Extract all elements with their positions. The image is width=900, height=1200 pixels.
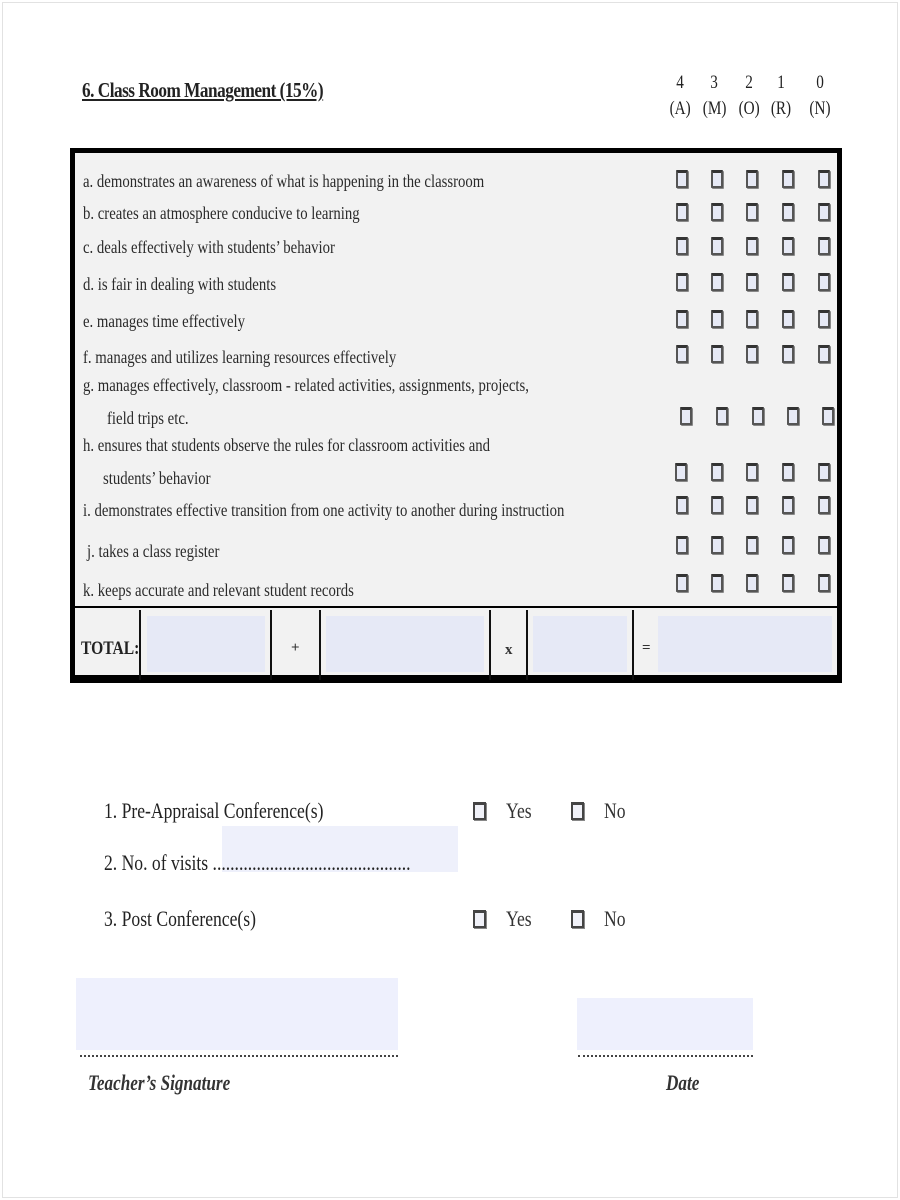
pre-appraisal-no-checkbox[interactable] — [571, 802, 584, 820]
teacher-signature-label: Teacher’s Signature — [88, 1070, 231, 1095]
checkbox-a-1[interactable] — [782, 170, 794, 188]
checkbox-b-3[interactable] — [711, 203, 723, 221]
checkbox-h-4[interactable] — [675, 463, 687, 481]
post-conference-yes-checkbox[interactable] — [473, 910, 486, 928]
times-cell — [491, 610, 528, 680]
criterion-h-cont: students’ behavior — [103, 468, 211, 488]
scale-header-0 — [806, 72, 834, 120]
criterion-a: a. demonstrates an awareness of what is happening in the classroom — [83, 171, 485, 191]
checkbox-j-0[interactable] — [818, 536, 830, 554]
total-cell-2 — [321, 610, 491, 680]
checkbox-b-1[interactable] — [782, 203, 794, 221]
checkbox-c-1[interactable] — [782, 237, 794, 255]
checkbox-c-0[interactable] — [818, 237, 830, 255]
checkbox-g-0[interactable] — [822, 407, 834, 425]
scale-abbr: (R) — [770, 98, 792, 119]
checkbox-i-2[interactable] — [746, 496, 758, 514]
criterion-j: j. takes a class register — [87, 541, 220, 561]
checkbox-k-0[interactable] — [818, 574, 830, 592]
criteria-area — [75, 153, 837, 608]
total-field-2[interactable] — [326, 616, 484, 672]
checkbox-b-0[interactable] — [818, 203, 830, 221]
scale-abbr: (M) — [702, 98, 727, 119]
total-cell-1 — [141, 610, 272, 680]
scale-number: 2 — [745, 72, 753, 93]
total-row — [75, 610, 837, 680]
date-label: Date — [666, 1070, 700, 1095]
checkbox-j-4[interactable] — [676, 536, 688, 554]
checkbox-h-3[interactable] — [711, 463, 723, 481]
scale-header-4 — [667, 72, 693, 120]
checkbox-b-4[interactable] — [676, 203, 688, 221]
total-result-field[interactable] — [658, 616, 832, 672]
checkbox-f-3[interactable] — [711, 345, 723, 363]
scale-number: 4 — [676, 72, 684, 93]
checkbox-i-1[interactable] — [782, 496, 794, 514]
checkbox-f-0[interactable] — [818, 345, 830, 363]
pre-appraisal-conference-label: 1. Pre-Appraisal Conference(s) — [104, 798, 324, 823]
checkbox-h-0[interactable] — [818, 463, 830, 481]
plus-cell — [272, 610, 321, 680]
total-label: TOTAL: — [81, 638, 140, 659]
checkbox-k-2[interactable] — [746, 574, 758, 592]
post-conference-yes-label: Yes — [506, 906, 532, 931]
checkbox-d-1[interactable] — [782, 273, 794, 291]
pre-appraisal-no-label: No — [604, 798, 626, 823]
checkbox-f-2[interactable] — [746, 345, 758, 363]
date-field[interactable] — [577, 998, 753, 1050]
criterion-h: h. ensures that students observe the rules for classroom activities and — [83, 435, 491, 455]
total-field-1[interactable] — [147, 616, 265, 672]
checkbox-g-4[interactable] — [680, 407, 692, 425]
criterion-k: k. keeps accurate and relevant student records — [83, 580, 354, 600]
date-line — [578, 1055, 753, 1057]
checkbox-h-1[interactable] — [782, 463, 794, 481]
checkbox-i-0[interactable] — [818, 496, 830, 514]
plus-sign: + — [291, 640, 300, 656]
checkbox-g-3[interactable] — [716, 407, 728, 425]
checkbox-d-0[interactable] — [818, 273, 830, 291]
scale-number: 3 — [710, 72, 718, 93]
teacher-signature-field[interactable] — [76, 978, 398, 1050]
scale-header-2 — [736, 72, 762, 120]
checkbox-i-4[interactable] — [676, 496, 688, 514]
criterion-b: b. creates an atmosphere conducive to learning — [83, 203, 360, 223]
checkbox-f-1[interactable] — [782, 345, 794, 363]
checkbox-e-3[interactable] — [711, 310, 723, 328]
scale-abbr: (O) — [738, 98, 760, 119]
checkbox-e-2[interactable] — [746, 310, 758, 328]
checkbox-a-0[interactable] — [818, 170, 830, 188]
checkbox-a-2[interactable] — [746, 170, 758, 188]
total-cell-3 — [528, 610, 634, 680]
checkbox-d-4[interactable] — [676, 273, 688, 291]
pre-appraisal-yes-label: Yes — [506, 798, 532, 823]
scale-abbr: (A) — [669, 98, 691, 119]
criterion-e: e. manages time effectively — [83, 311, 246, 331]
scale-number: 0 — [816, 72, 824, 93]
checkbox-d-3[interactable] — [711, 273, 723, 291]
checkbox-j-2[interactable] — [746, 536, 758, 554]
checkbox-b-2[interactable] — [746, 203, 758, 221]
post-conference-no-label: No — [604, 906, 626, 931]
total-field-3[interactable] — [533, 616, 627, 672]
checkbox-g-1[interactable] — [787, 407, 799, 425]
pre-appraisal-yes-checkbox[interactable] — [473, 802, 486, 820]
times-sign: x — [505, 642, 513, 658]
section-title: 6. Class Room Management (15%) — [82, 78, 324, 102]
checkbox-e-0[interactable] — [818, 310, 830, 328]
checkbox-h-2[interactable] — [746, 463, 758, 481]
scale-header-1 — [768, 72, 794, 120]
checkbox-k-3[interactable] — [711, 574, 723, 592]
checkbox-k-1[interactable] — [782, 574, 794, 592]
checkbox-d-2[interactable] — [746, 273, 758, 291]
post-conference-label: 3. Post Conference(s) — [104, 906, 257, 931]
rating-table — [70, 148, 842, 683]
no-of-visits-label: 2. No. of visits ............................................. — [104, 850, 411, 875]
post-conference-no-checkbox[interactable] — [571, 910, 584, 928]
checkbox-i-3[interactable] — [711, 496, 723, 514]
scale-number: 1 — [777, 72, 785, 93]
teacher-signature-line — [80, 1055, 398, 1057]
checkbox-c-2[interactable] — [746, 237, 758, 255]
checkbox-a-4[interactable] — [676, 170, 688, 188]
checkbox-j-1[interactable] — [782, 536, 794, 554]
scale-header-3 — [700, 72, 728, 120]
checkbox-f-4[interactable] — [676, 345, 688, 363]
checkbox-j-3[interactable] — [711, 536, 723, 554]
checkbox-c-4[interactable] — [676, 237, 688, 255]
scale-abbr: (N) — [809, 98, 831, 119]
criterion-f: f. manages and utilizes learning resources effectively — [83, 347, 397, 367]
equals-sign: = — [642, 640, 651, 656]
checkbox-a-3[interactable] — [711, 170, 723, 188]
checkbox-k-4[interactable] — [676, 574, 688, 592]
checkbox-e-4[interactable] — [676, 310, 688, 328]
checkbox-c-3[interactable] — [711, 237, 723, 255]
total-result-cell — [634, 610, 838, 680]
criterion-g: g. manages effectively, classroom - related activities, assignments, projects, — [83, 375, 529, 395]
criterion-g-cont: field trips etc. — [107, 408, 189, 428]
total-label-cell — [75, 610, 141, 680]
criterion-i: i. demonstrates effective transition from one activity to another during instruction — [83, 500, 565, 520]
criterion-d: d. is fair in dealing with students — [83, 274, 277, 294]
checkbox-g-2[interactable] — [752, 407, 764, 425]
criterion-c: c. deals effectively with students’ behavior — [83, 237, 335, 257]
checkbox-e-1[interactable] — [782, 310, 794, 328]
